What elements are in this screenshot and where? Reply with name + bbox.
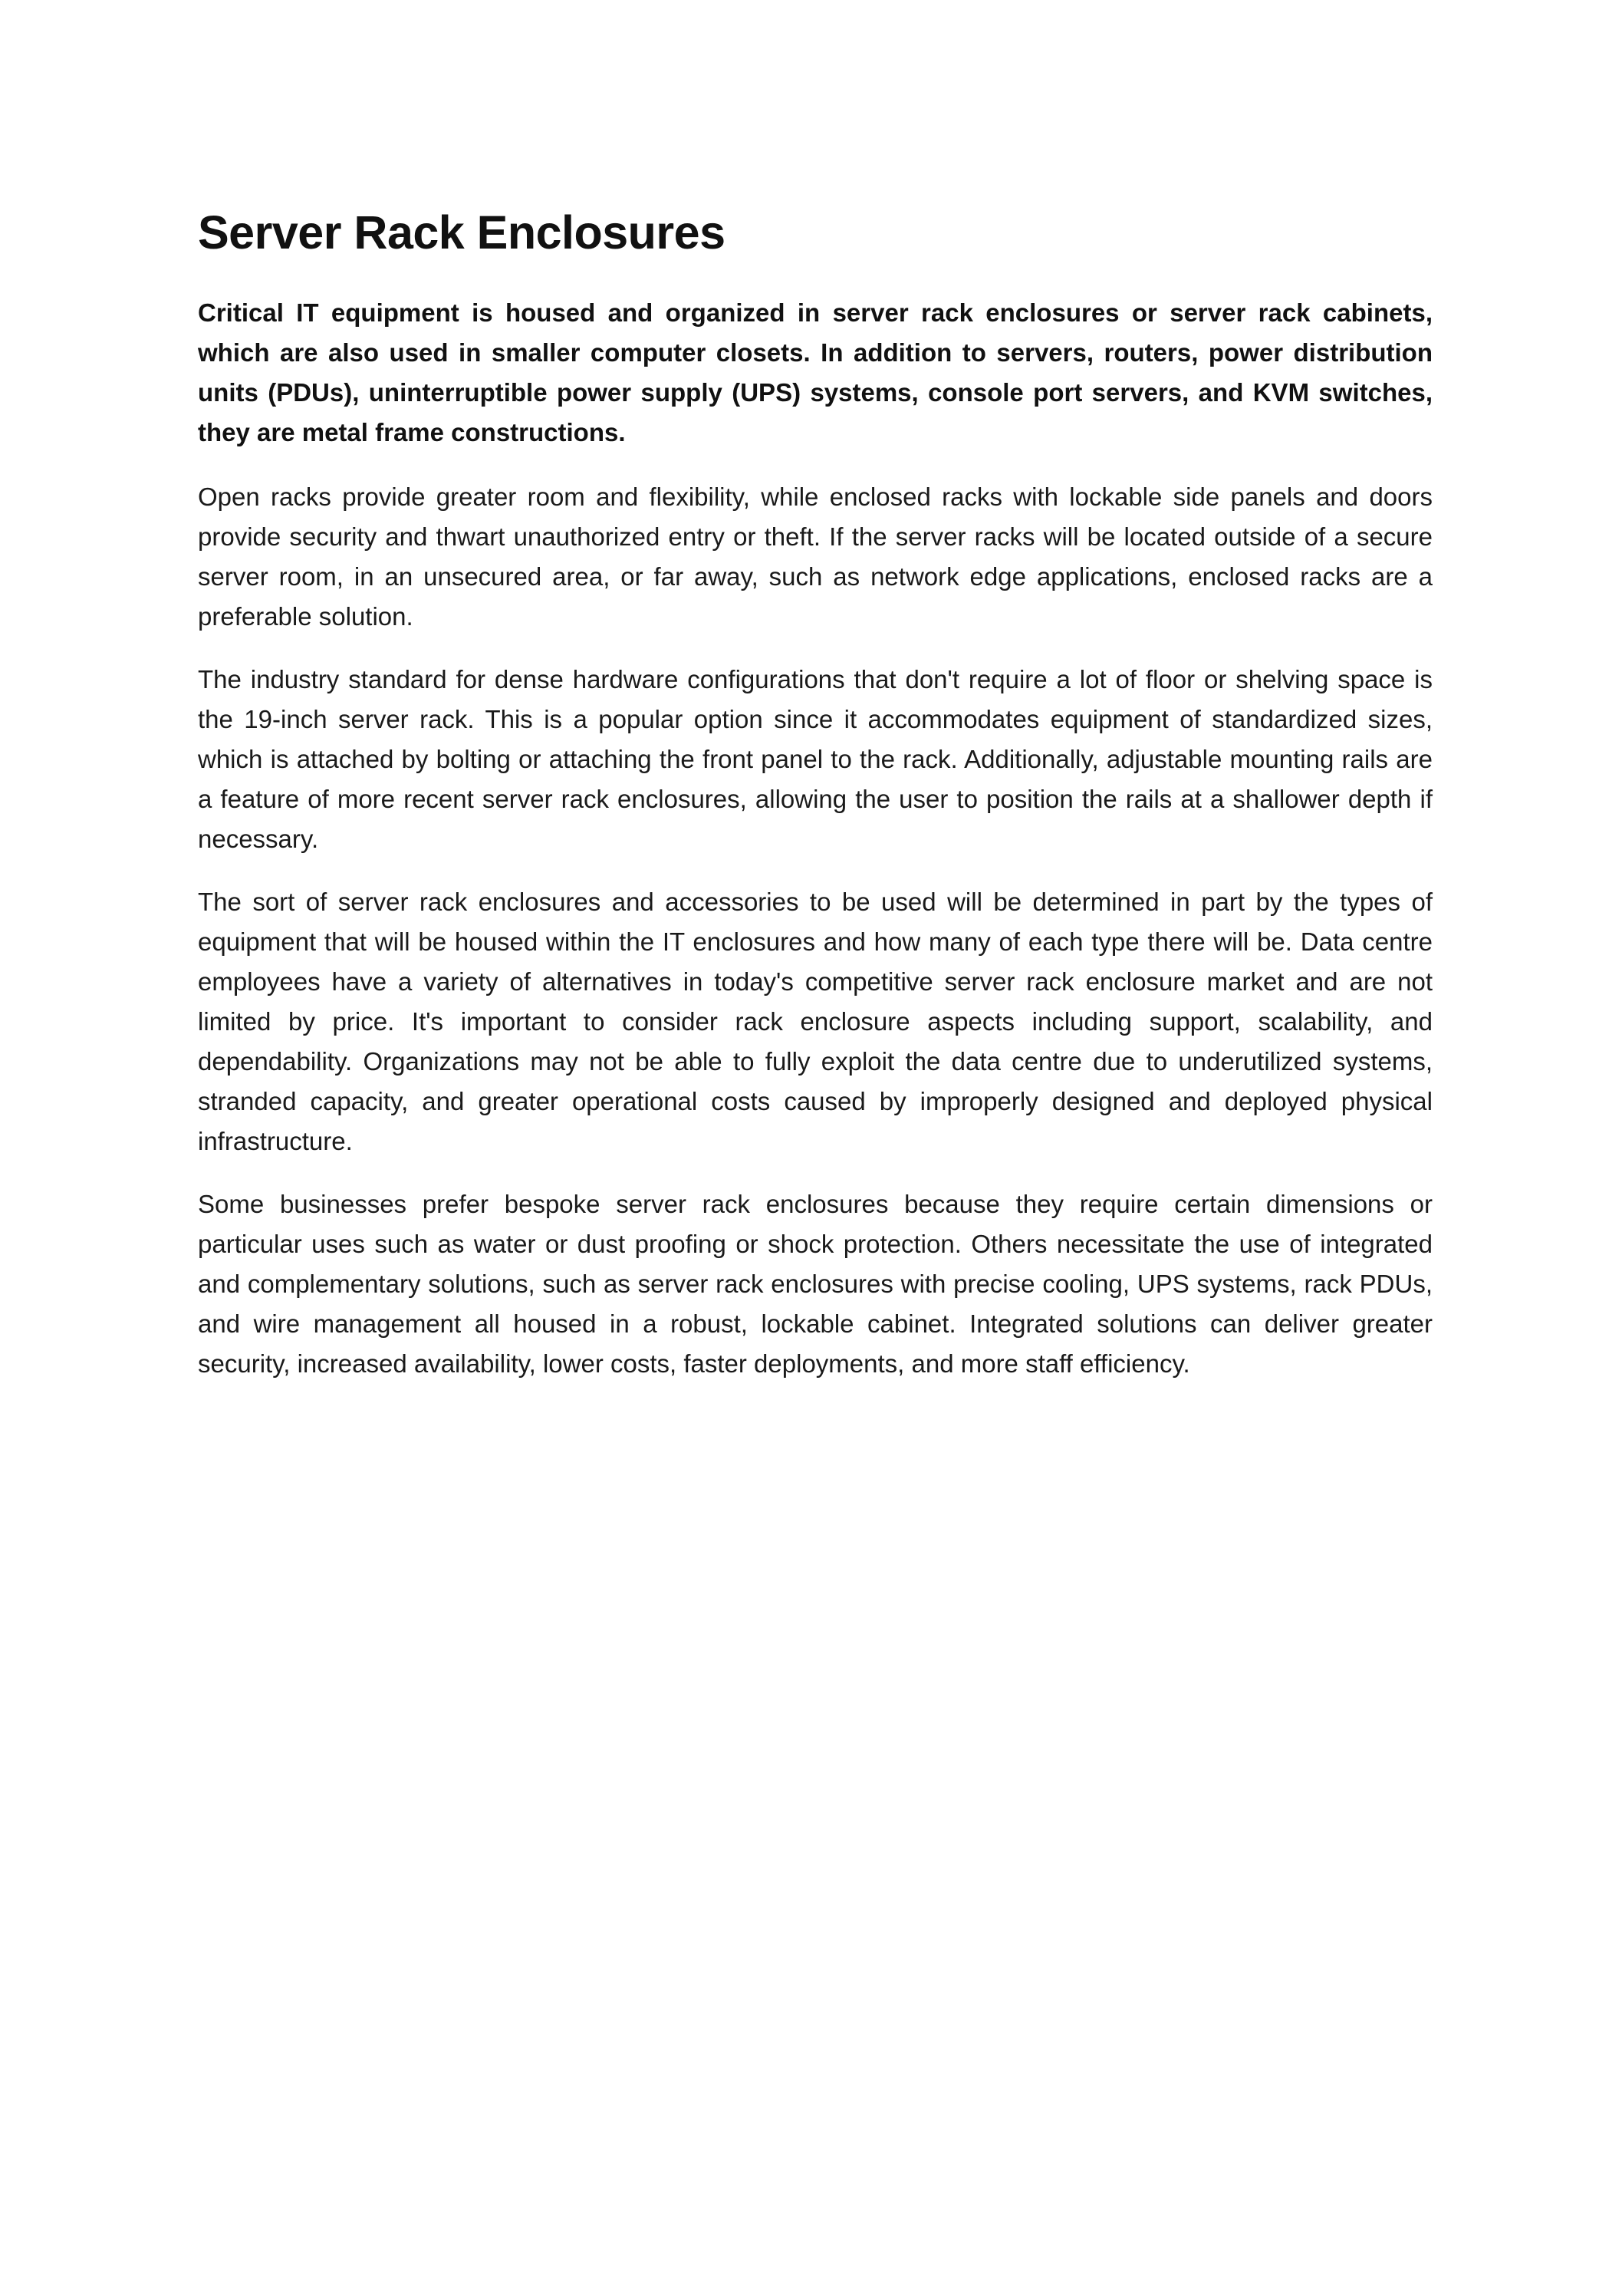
paragraph-enclosure-selection: The sort of server rack enclosures and accessories to be used will be determined in part by the types of equipment that will be housed within the IT enclosures and how many of each type there will be. Data centre employees have a variety of alternatives in today's competitive server rack enclosure market and are not limited by price. It's important to consider rack enclosure aspects including support, scalability, and dependability. Organizations may not be able to fully exploit the data centre due to underutilized systems, stranded capacity, and greater operational costs caused by improperly designed and deployed physical infrastructure. bbox=[198, 888, 1433, 1155]
intro-paragraph: Critical IT equipment is housed and organized in server rack enclosures or server rack cabinets, which are also used in smaller computer closets. In addition to servers, routers, power distribution units (PDUs), uninterruptible power supply (UPS) systems, console port servers, and KVM switches, they are metal frame constructions. bbox=[198, 298, 1433, 446]
document-body bbox=[198, 198, 1433, 1407]
paragraph-19-inch-rack: The industry standard for dense hardware configurations that don't require a lot of floor or shelving space is the 19-inch server rack. This is a popular option since it accommodates equipment of standardized sizes, which is attached by bolting or attaching the front panel to the rack. Additionally, adjustable mounting rails are a feature of more recent server rack enclosures, allowing the user to position the rails at a shallower depth if necessary. bbox=[198, 665, 1433, 853]
paragraph-bespoke-enclosures: Some businesses prefer bespoke server rack enclosures because they require certain dimensions or particular uses such as water or dust proofing or shock protection. Others necessitate the use of integrated and complementary solutions, such as server rack enclosures with precise cooling, UPS systems, rack PDUs, and wire management all housed in a robust, lockable cabinet. Integrated solutions can deliver greater security, increased availability, lower costs, faster deployments, and more staff efficiency. bbox=[198, 1190, 1433, 1378]
page-title: Server Rack Enclosures bbox=[198, 206, 725, 259]
paragraph-open-vs-enclosed-racks: Open racks provide greater room and flexibility, while enclosed racks with lockable side panels and doors provide security and thwart unauthorized entry or theft. If the server racks will be located outside of a secure server room, in an unsecured area, or far away, such as network edge applications, enclosed racks are a preferable solution. bbox=[198, 483, 1433, 631]
